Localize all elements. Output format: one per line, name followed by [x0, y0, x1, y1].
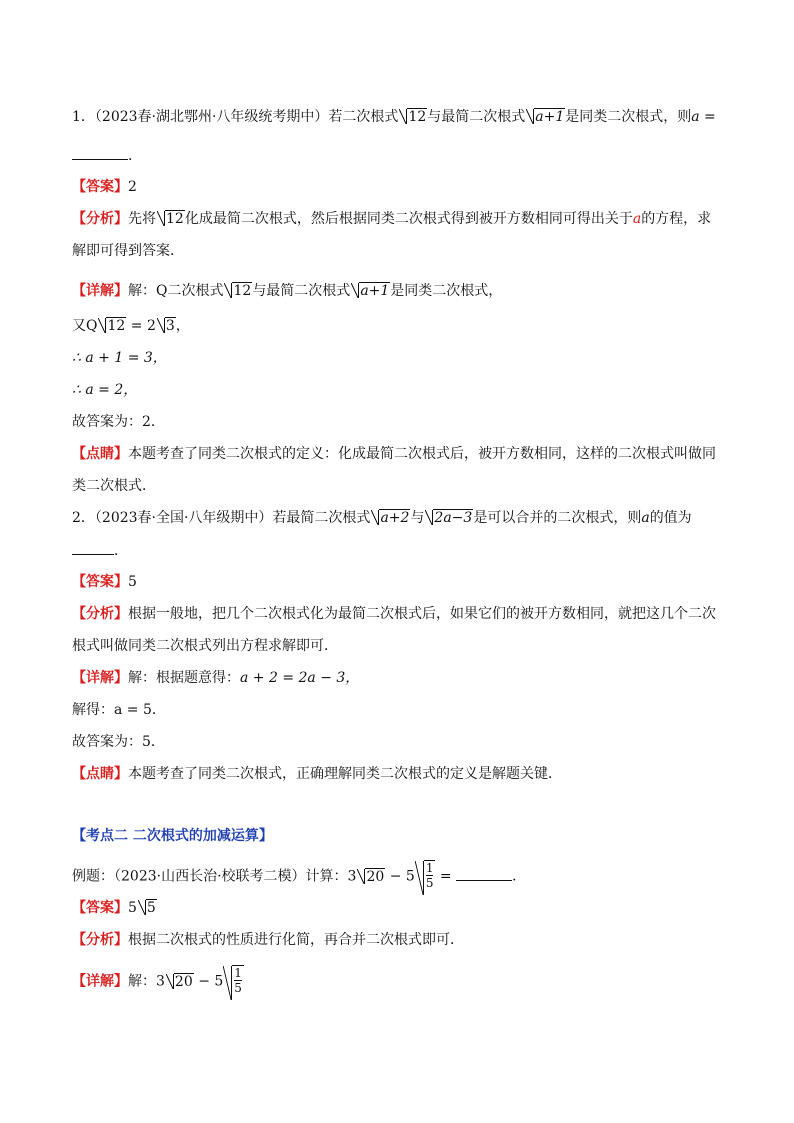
sqrt-a-plus-1: a+1 [351, 281, 390, 301]
answer-blank[interactable] [456, 866, 512, 881]
q2-solve: 解得：a = 5． [72, 702, 166, 718]
example-detail: 【详解】解：3 20 − 5 $\frac{1}{5}$ [72, 965, 244, 998]
example-answer: 【答案】5 5 [72, 900, 156, 916]
q2-conclusion: 故答案为：5． [72, 734, 165, 750]
sqrt-5: 5 [138, 898, 157, 918]
q1-step1: 又Q 12 = 2 3， [72, 318, 190, 334]
q1-prefix: 1．（2023春·湖北鄂州·八年级统考期中）若二次根式 [72, 109, 399, 125]
answer-blank[interactable] [72, 145, 128, 160]
sqrt-20: 20 [357, 867, 385, 887]
sqrt-one-fifth: $\frac{1}{5}$ [415, 860, 436, 893]
q1-note-line2: 类二次根式． [72, 478, 156, 494]
sqrt-a-plus-2: a+2 [371, 508, 410, 528]
sqrt-2a-minus-3: 2a−3 [425, 508, 473, 528]
answer-blank[interactable] [72, 540, 114, 555]
q1-blank-line: ． [72, 145, 142, 166]
sqrt-3: 3 [157, 316, 176, 336]
q1-detail-line: 【详解】解：Q二次根式 12与最简二次根式 a+1是同类二次根式， [72, 283, 503, 299]
q2-blank-line: ． [72, 540, 128, 561]
sqrt-12: 12 [224, 281, 252, 301]
q2-detail-line: 【详解】解：根据题意得：a + 2 = 2a − 3， [72, 670, 360, 686]
example-line: 例题：（2023·山西长治·校联考二模）计算：3 20 − 5 $\frac{1}{5}$ = ． [72, 860, 526, 893]
example-analysis: 【分析】根据二次根式的性质进行化简，再合并二次根式即可． [72, 932, 464, 948]
q1-question-line: 1．（2023春·湖北鄂州·八年级统考期中）若二次根式 12与最简二次根式 a+1是同类二次根式，则a = [72, 109, 716, 125]
q2-analysis-line1: 【分析】根据一般地，把几个二次根式化为最简二次根式后，如果它们的被开方数相同，就把这几个二次 [72, 606, 716, 622]
q2-note: 【点睛】本题考查了同类二次根式，正确理解同类二次根式的定义是解题关键． [72, 766, 562, 782]
q1-analysis-line1: 【分析】先将 12化成最简二次根式，然后根据同类二次根式得到被开方数相同可得出关于a的方程，求 [72, 211, 712, 227]
q1-step2: ∴ a + 1 = 3， [72, 350, 167, 366]
sqrt-12: 12 [98, 316, 126, 336]
q2-analysis-line2: 根式叫做同类二次根式列出方程求解即可． [72, 638, 338, 654]
section-title: 【考点二 二次根式的加减运算】 [72, 828, 273, 844]
sqrt-one-fifth: $\frac{1}{5}$ [223, 965, 244, 998]
q1-conclusion: 故答案为：2． [72, 414, 165, 430]
q1-analysis-line2: 解即可得到答案． [72, 243, 184, 259]
sqrt-12: 12 [157, 209, 185, 229]
sqrt-20: 20 [166, 972, 194, 992]
sqrt-a-plus-1: a+1 [526, 107, 565, 127]
q1-note-line1: 【点睛】本题考查了同类二次根式的定义：化成最简二次根式后，被开方数相同，这样的二次根式叫做同 [72, 446, 716, 462]
q1-answer: 【答案】2 [72, 179, 137, 195]
q1-step3: ∴ a = 2， [72, 382, 138, 398]
q2-question-line: 2．（2023春·全国·八年级期中）若最简二次根式 a+2与 2a−3是可以合并的二次根式，则a的值为 [72, 510, 692, 526]
sqrt-12: 12 [399, 107, 427, 127]
q2-answer: 【答案】5 [72, 574, 137, 590]
